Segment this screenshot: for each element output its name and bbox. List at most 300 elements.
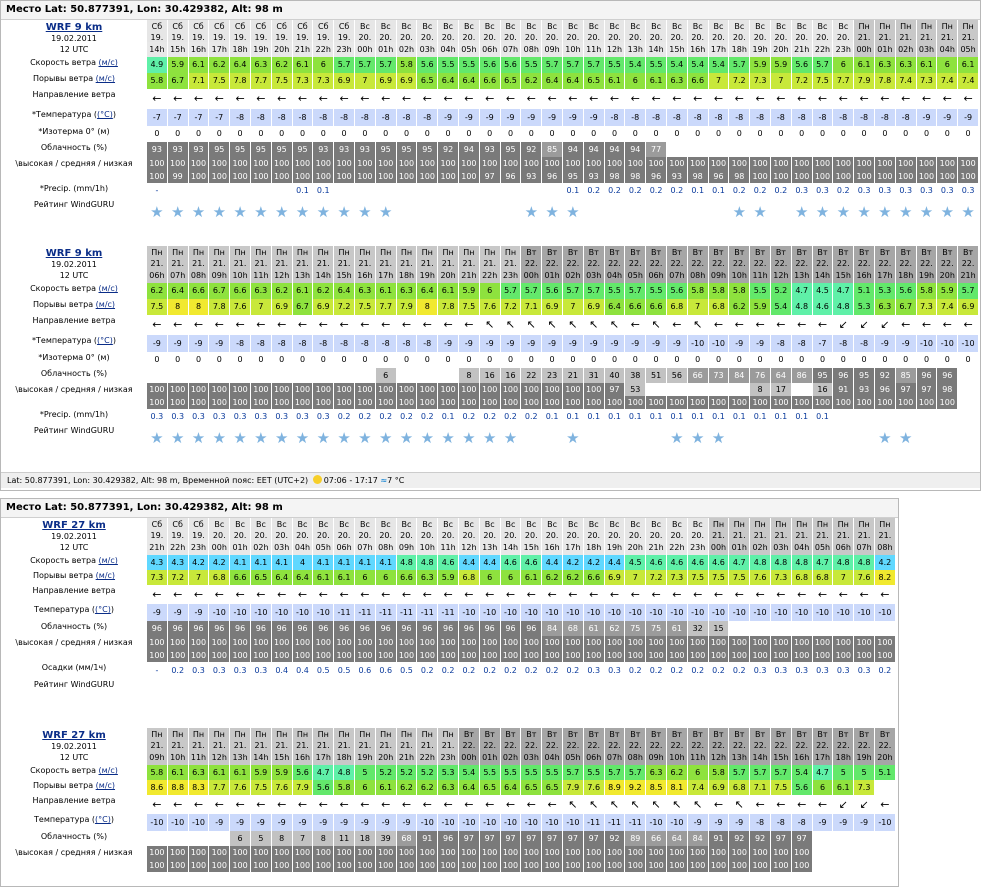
hour-cell: 01h [875, 42, 895, 57]
panel-footer [1, 472, 981, 488]
temp-cell: -9 [168, 604, 188, 621]
day-cell: Вс 20. [209, 518, 229, 540]
day-cell: Вт 22. [917, 246, 937, 268]
temp-cell: -10 [667, 604, 687, 621]
unit-c-link[interactable]: (°C) [97, 336, 113, 345]
iso-cell: 0 [653, 129, 659, 138]
day-cell: Вс 20. [230, 518, 250, 540]
hour-cell: 16h [542, 540, 562, 555]
cloud-high-cell: 38 [625, 368, 645, 383]
precip-cell: 0.2 [732, 186, 746, 195]
star-icon: ★ [794, 203, 809, 221]
temp-cell: -11 [334, 604, 354, 621]
gust-cell: 6.5 [521, 780, 541, 795]
precip-cell: 0.2 [774, 186, 788, 195]
day-cell: Вт 22. [833, 246, 853, 268]
cloud-low-cell: 93 [667, 170, 687, 183]
cloud-low-cell: 100 [230, 396, 250, 409]
star-icon: ★ [191, 429, 206, 447]
hour-cell: 21h [459, 268, 479, 283]
precip-cell: 0.2 [462, 666, 476, 675]
wind-arrow-icon: ← [568, 588, 578, 601]
cloud-low-cell: 93 [521, 170, 541, 183]
cloud-mid-cell: 100 [584, 157, 604, 170]
wind-cell: 6.2 [313, 283, 333, 299]
temp-cell: -9 [521, 335, 541, 352]
wind-arrow-icon: ← [381, 318, 391, 331]
iso-cell: 0 [445, 129, 451, 138]
hour-cell: 14h [313, 268, 333, 283]
precip-cell: 0.2 [670, 666, 684, 675]
cloud-low-cell: 100 [397, 649, 417, 662]
cloud-high-cell: 75 [625, 621, 645, 636]
cloud-high-cell [875, 621, 895, 636]
gust-cell: 7 [833, 570, 853, 585]
precip-cell [376, 183, 396, 199]
cloud-mid-cell: 100 [272, 157, 292, 170]
gust-cell: 7.7 [209, 780, 229, 795]
gust-cell: 6.5 [584, 73, 604, 89]
precip-cell: 0.3 [254, 666, 268, 675]
unit-ms-link[interactable]: (м/с) [98, 284, 118, 293]
day-cell: Пн 21. [334, 728, 354, 750]
cloud-low-cell: 97 [480, 170, 500, 183]
cloud-mid-cell: 100 [709, 636, 729, 649]
wind-arrow-icon: ↖ [630, 798, 640, 811]
unit-c-link[interactable]: (°C) [95, 605, 111, 614]
temp-cell: -10 [958, 335, 978, 352]
day-cell: Пн 21. [438, 728, 458, 750]
wind-cell: 5.7 [334, 57, 354, 73]
unit-ms-link[interactable]: (м/с) [98, 58, 118, 67]
day-cell: Вс 20. [521, 20, 541, 42]
precip-cell: 0.1 [753, 412, 767, 421]
precip-cell [917, 409, 937, 425]
cloud-mid-cell: 100 [209, 157, 229, 170]
wind-arrow-icon: ← [526, 798, 536, 811]
day-cell: Пн 21. [875, 20, 895, 42]
gust-cell: 5.3 [854, 299, 874, 315]
precip-cell: 0.1 [587, 412, 601, 421]
temp-cell: -8 [771, 109, 791, 126]
cloud-mid-cell: 100 [189, 846, 209, 859]
precip-cell [209, 183, 229, 199]
cloud-high-cell: 96 [480, 621, 500, 636]
precip-cell [937, 409, 957, 425]
hour-cell: 21h [293, 42, 313, 57]
hour-cell: 13h [625, 42, 645, 57]
cloud-high-cell [209, 368, 229, 383]
gust-cell: 4.8 [833, 299, 853, 315]
iso-cell: 0 [632, 129, 638, 138]
temp-cell: -10 [417, 814, 437, 831]
star-icon: ★ [274, 429, 289, 447]
panel-title: Место Lat: 50.877391, Lon: 30.429382, Alt: 98 m [1, 1, 980, 20]
hour-cell: 04h [937, 42, 957, 57]
wind-cell: 6.2 [209, 57, 229, 73]
precip-cell: 0.3 [899, 186, 913, 195]
hour-cell: 05h [313, 540, 333, 555]
wind-arrow-icon: ← [817, 798, 828, 811]
star-icon: ★ [399, 429, 414, 447]
precip-cell: 0.2 [441, 666, 455, 675]
forecast-block-wrf9-1 [1, 20, 980, 246]
gust-cell: 6.9 [397, 73, 417, 89]
day-cell: Пн 21. [896, 20, 916, 42]
unit-ms-link[interactable]: (м/с) [98, 766, 118, 775]
temp-cell: -8 [792, 814, 812, 831]
precip-cell [417, 183, 437, 199]
day-cell: Пн 21. [209, 728, 229, 750]
cloud-mid-cell: 100 [168, 383, 188, 396]
unit-ms-link[interactable]: (м/с) [95, 571, 116, 580]
cloud-high-cell: 95 [417, 142, 437, 157]
hour-cell: 22h [667, 540, 687, 555]
cloud-low-cell: 100 [854, 396, 874, 409]
temp-cell: -10 [563, 604, 583, 621]
gust-cell: 7.4 [937, 73, 957, 89]
cloud-high-cell: 66 [688, 368, 708, 383]
iso-cell: 0 [965, 129, 971, 138]
cloud-mid-cell: 100 [833, 636, 853, 649]
day-cell: Пн 21. [417, 246, 437, 268]
star-icon: ★ [815, 203, 830, 221]
cloud-high-cell: 68 [563, 621, 583, 636]
unit-ms-link[interactable]: (м/с) [98, 556, 118, 565]
gust-cell: 6.4 [459, 780, 479, 795]
wind-arrow-icon: ← [422, 588, 432, 601]
precip-cell: 0.6 [358, 666, 372, 675]
cloud-mid-cell: 100 [584, 846, 604, 859]
iso-cell: 0 [445, 355, 451, 364]
gust-cell: 6.1 [334, 570, 354, 585]
wind-arrow-icon: ← [693, 588, 703, 601]
hour-cell: 11h [438, 540, 458, 555]
wind-cell: 5.4 [459, 765, 479, 780]
gust-cell: 5.9 [750, 299, 770, 315]
cloud-mid-cell [709, 383, 729, 396]
wind-cell: 6.1 [230, 765, 250, 780]
forecast-panel-2 [0, 498, 899, 887]
precip-cell [272, 183, 292, 199]
cloud-mid-cell [833, 846, 853, 859]
wind-cell: 6.3 [896, 57, 916, 73]
temp-cell: -11 [417, 604, 437, 621]
wind-arrow-icon: ← [443, 92, 453, 105]
cloud-low-cell: 100 [147, 396, 167, 409]
precip-cell: 0.5 [337, 666, 351, 675]
gust-cell: 6.4 [605, 299, 625, 315]
temp-cell: -10 [480, 814, 500, 831]
wind-cell: 6.4 [230, 57, 250, 73]
cloud-mid-cell: 100 [480, 636, 500, 649]
cloud-mid-cell: 100 [313, 636, 333, 649]
hour-cell: 07h [168, 268, 188, 283]
hour-cell: 20h [376, 750, 396, 765]
cloud-mid-cell: 100 [771, 846, 791, 859]
temp-cell: -8 [376, 109, 396, 126]
cloud-high-cell: 92 [729, 831, 749, 846]
cloud-mid-cell: 100 [542, 636, 562, 649]
temp-cell: -11 [625, 814, 645, 831]
unit-ms-link[interactable]: (м/с) [95, 781, 116, 790]
wind-arrow-icon: ← [713, 798, 724, 811]
model-utc: 12 UTC [59, 271, 89, 280]
temp-cell: -9 [563, 109, 583, 126]
cloud-low-cell: 100 [667, 396, 687, 409]
day-cell: Сб 19. [147, 518, 167, 540]
wind-cell: 4.8 [792, 555, 812, 570]
cloud-high-cell: 93 [189, 142, 209, 157]
wind-cell: 4.8 [854, 555, 874, 570]
gust-cell: 6 [501, 570, 521, 585]
day-cell: Вс 20. [480, 518, 500, 540]
hour-cell: 00h [854, 42, 874, 57]
temp-cell: -10 [875, 814, 895, 831]
precip-cell: 0.2 [504, 666, 517, 675]
day-cell: Вт 22. [792, 728, 812, 750]
temp-cell: -9 [605, 335, 625, 352]
cloud-low-cell: 100 [584, 649, 604, 662]
wind-cell: 6.4 [168, 283, 188, 299]
wind-arrow-icon: ← [672, 318, 682, 331]
day-cell: Вс 20. [501, 20, 521, 42]
cloud-high-cell: 8 [272, 831, 292, 846]
cloud-low-cell: 100 [293, 396, 313, 409]
cloud-low-cell: 100 [750, 396, 770, 409]
day-cell: Пн 21. [813, 518, 833, 540]
cloud-mid-cell: 100 [313, 846, 333, 859]
unit-ms-link[interactable]: (м/с) [95, 300, 116, 309]
hour-cell: 07h [355, 540, 375, 555]
wind-arrow-icon: ← [173, 92, 183, 105]
cloud-mid-cell: 100 [168, 157, 188, 170]
gust-cell: 7.2 [501, 299, 521, 315]
precip-cell [501, 183, 521, 199]
wind-cell: 6.2 [272, 283, 292, 299]
day-cell: Вс 20. [501, 518, 521, 540]
cloud-low-cell: 100 [417, 396, 437, 409]
iso-cell: 0 [861, 129, 867, 138]
cloud-mid-cell: 100 [417, 383, 437, 396]
gust-cell: 6.9 [709, 780, 729, 795]
hour-cell: 15h [272, 750, 292, 765]
temp-cell: -9 [168, 335, 188, 352]
hour-cell: 19h [917, 268, 937, 283]
hour-cell: 14h [251, 750, 271, 765]
cloud-mid-label: \высокая / средняя / низкая [15, 385, 133, 394]
model-link[interactable]: WRF 27 km [42, 730, 106, 741]
day-cell: Пн 21. [729, 518, 749, 540]
hour-cell: 10h [729, 268, 749, 283]
wind-cell: 4.8 [417, 555, 437, 570]
hour-cell: 17h [209, 42, 229, 57]
precip-cell: 0.2 [836, 186, 850, 195]
wind-cell: 5.2 [771, 283, 791, 299]
cloud-low-cell: 100 [230, 649, 250, 662]
cloud-mid-cell: 100 [584, 383, 604, 396]
cloud-mid-cell: 100 [147, 383, 167, 396]
wind-arrow-icon: ← [256, 92, 266, 105]
wind-cell: 6.1 [293, 283, 313, 299]
cloud-mid-cell: 100 [438, 157, 458, 170]
wind-cell: 5.7 [376, 57, 396, 73]
unit-ms-link[interactable]: (м/с) [95, 74, 116, 83]
cloud-high-cell: 61 [667, 621, 687, 636]
wind-arrow-icon: ← [193, 798, 204, 811]
water-temp: 7 °C [387, 476, 405, 485]
day-cell: Вс 20. [750, 20, 770, 42]
temp-label: *Температура ((°C)) [32, 110, 116, 119]
gust-cell: 6.3 [417, 570, 437, 585]
wind-cell: 4.2 [209, 555, 229, 570]
cloud-low-cell [854, 859, 874, 872]
day-cell: Сб 19. [293, 20, 313, 42]
cloud-high-cell: 94 [625, 142, 645, 157]
day-cell: Вс 20. [563, 20, 583, 42]
cloud-low-cell: 100 [563, 649, 583, 662]
temp-cell: -7 [168, 109, 188, 126]
hour-cell: 10h [417, 540, 437, 555]
wind-cell: 5.7 [958, 283, 978, 299]
precip-cell: 0.2 [649, 186, 663, 195]
cloud-mid-cell: 100 [230, 157, 250, 170]
day-cell: Вс 20. [792, 20, 812, 42]
iso-cell: 0 [403, 129, 410, 138]
cloud-low-cell: 100 [230, 170, 250, 183]
wind-arrow-icon: ← [942, 318, 952, 331]
model-link[interactable]: WRF 9 km [45, 248, 103, 259]
wind-cell: 5.5 [521, 765, 541, 780]
cloud-mid-cell: 53 [625, 383, 645, 396]
cloud-mid-cell: 100 [813, 636, 833, 649]
model-link[interactable]: WRF 27 km [42, 520, 106, 531]
wind-cell: 5.8 [917, 283, 937, 299]
day-cell: Вт 22. [729, 728, 749, 750]
gust-cell: 6.1 [313, 570, 333, 585]
gust-cell: 5.8 [334, 780, 354, 795]
wind-cell: 4.8 [397, 555, 417, 570]
wind-arrow-icon: ← [235, 588, 245, 601]
star-icon: ★ [690, 429, 705, 447]
cloud-mid-cell: 100 [147, 636, 167, 649]
temp-cell: -8 [771, 814, 791, 831]
star-icon: ★ [670, 429, 684, 447]
day-cell: Вс 20. [625, 518, 645, 540]
hour-cell: 11h [750, 268, 770, 283]
temp-cell: -9 [750, 335, 770, 352]
day-cell: Вс 20. [584, 20, 604, 42]
unit-c-link[interactable]: (°C) [95, 815, 111, 824]
precip-cell: 0.1 [712, 412, 725, 421]
unit-c-link[interactable]: (°C) [97, 110, 113, 119]
precip-cell [875, 409, 895, 425]
cloud-high-cell [313, 368, 333, 383]
day-cell: Вт 22. [521, 246, 541, 268]
cloud-high-cell: 96 [251, 621, 271, 636]
day-cell: Вс 20. [417, 20, 437, 42]
hour-cell: 08h [688, 268, 708, 283]
wind-arrow-icon: ← [713, 92, 724, 105]
wind-cell: 4.1 [355, 555, 375, 570]
temp-cell: -9 [376, 814, 396, 831]
hour-cell: 23h [501, 268, 521, 283]
temp-cell: -9 [875, 335, 895, 352]
star-icon: ★ [358, 429, 372, 447]
gust-cell: 6.3 [875, 299, 895, 315]
precip-cell: 0.2 [670, 186, 684, 195]
wind-cell: 5.5 [646, 57, 666, 73]
wind-arrow-icon: ← [526, 92, 536, 105]
hour-cell: 04h [293, 540, 313, 555]
cloud-mid-cell: 100 [625, 157, 645, 170]
hour-cell: 11h [189, 750, 209, 765]
cloud-mid-cell: 100 [958, 157, 978, 170]
hour-cell: 09h [397, 540, 417, 555]
cloud-low-cell: 100 [521, 649, 541, 662]
iso-label: *Изотерма 0° (м) [38, 353, 110, 362]
day-cell: Вс 20. [833, 20, 853, 42]
panel-title: Место Lat: 50.877391, Lon: 30.429382, Alt: 98 m [1, 499, 898, 518]
cloud-low-cell: 100 [833, 170, 853, 183]
star-icon: ★ [919, 203, 934, 221]
wind-cell: 5.8 [688, 283, 708, 299]
temp-cell: -9 [542, 109, 562, 126]
model-link[interactable]: WRF 9 km [45, 22, 103, 33]
day-cell: Пн 21. [189, 728, 209, 750]
iso-cell: 0 [674, 129, 680, 138]
gust-cell: 7 [189, 570, 209, 585]
wind-arrow-icon: ← [672, 588, 682, 601]
day-cell: Пн 21. [459, 246, 479, 268]
wind-cell: 5.8 [709, 283, 729, 299]
cloud-low-cell: 100 [417, 170, 437, 183]
day-cell: Вс 20. [438, 518, 458, 540]
gust-cell: 6.6 [584, 570, 604, 585]
precip-cell: 0.3 [212, 412, 226, 421]
hour-cell: 02h [750, 540, 770, 555]
iso-cell: 0 [549, 129, 555, 138]
precip-cell: 0.3 [192, 666, 205, 675]
cloud-mid-cell: 100 [542, 157, 562, 170]
cloud-high-cell: 96 [438, 831, 458, 846]
temp-cell: -9 [480, 335, 500, 352]
star-icon: ★ [878, 429, 892, 447]
wind-arrow-icon: ← [277, 798, 287, 811]
cloud-high-cell: 96 [937, 368, 957, 383]
wind-arrow-icon: ← [297, 92, 308, 105]
wind-cell: 5.5 [542, 765, 562, 780]
precip-cell: 0.1 [545, 412, 559, 421]
gust-cell: 7.6 [584, 780, 604, 795]
hour-cell: 23h [334, 42, 354, 57]
hour-cell: 02h [501, 750, 521, 765]
wind-cell: 4.8 [833, 555, 853, 570]
cloud-mid-cell [688, 383, 708, 396]
hour-cell: 15h [168, 42, 188, 57]
temp-cell: -9 [563, 335, 583, 352]
wind-cell: 5.7 [750, 765, 770, 780]
wind-arrow-icon: ← [713, 318, 724, 331]
day-cell: Пн 21. [334, 246, 354, 268]
day-cell: Вс 20. [542, 518, 562, 540]
precip-cell [168, 183, 188, 199]
cloud-low-cell: 100 [397, 859, 417, 872]
day-cell: Вс 20. [376, 518, 396, 540]
cloud-high-cell: 97 [584, 831, 604, 846]
star-icon: ★ [233, 203, 247, 221]
wind-arrow-icon: ← [505, 798, 516, 811]
